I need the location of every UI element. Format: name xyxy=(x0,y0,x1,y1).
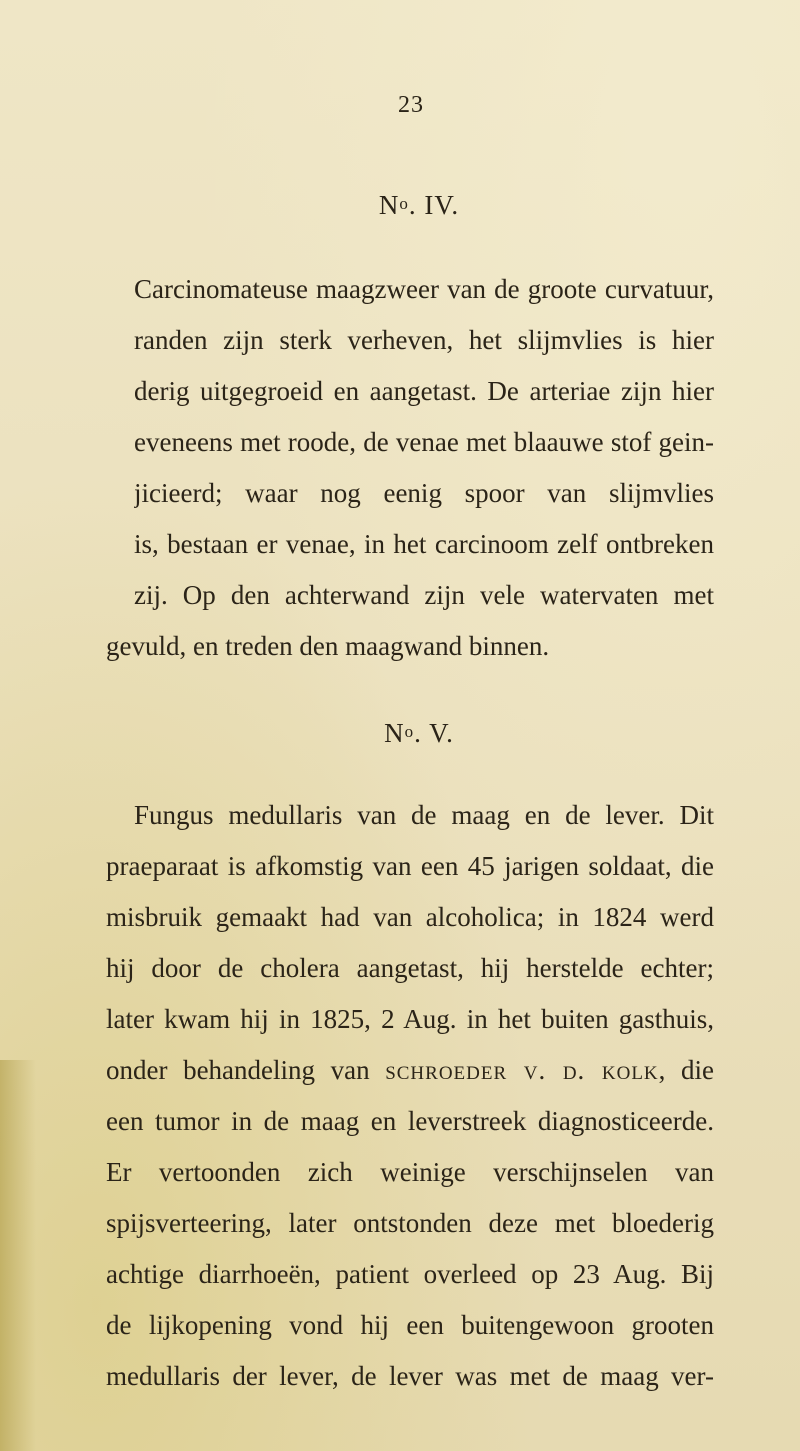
paragraph-line: randen zijn sterk verheven, het slijmvlies is hier xyxy=(134,325,714,355)
page-edge-stain xyxy=(0,1060,36,1451)
paragraph-line: is, bestaan er venae, in het carcinoom zelf ontbreken xyxy=(134,529,714,559)
author-name-schroeder: schroeder xyxy=(385,1055,508,1085)
paragraph-line: eveneens met roode, de venae met blaauwe stof gein- xyxy=(134,427,714,457)
heading-sup: o xyxy=(399,194,409,213)
page-number: 23 xyxy=(398,92,424,118)
paragraph-line-names xyxy=(106,1052,714,1088)
heading-numeral: . V. xyxy=(414,718,454,748)
paragraph-line: misbruik gemaakt had van alcoholica; in 1824 werd xyxy=(106,902,714,932)
author-name-kolk: d. kolk xyxy=(562,1055,659,1085)
paragraph-line: praeparaat is afkomstig van een 45 jarigen soldaat, die xyxy=(106,851,714,881)
paragraph-line: jicieerd; waar nog eenig spoor van slijmvlies xyxy=(134,478,714,508)
paragraph-line: derig uitgegroeid en aangetast. De arteriae zijn hier xyxy=(134,376,714,406)
author-name-particle: v. xyxy=(507,1055,563,1085)
heading-prefix: N xyxy=(384,718,405,748)
paragraph-line: gevuld, en treden den maagwand binnen. xyxy=(106,631,550,661)
paragraph-line: een tumor in de maag en leverstreek diagnosticeerde. xyxy=(106,1106,714,1136)
paragraph-line: hij door de cholera aangetast, hij herstelde echter; xyxy=(106,953,714,983)
paragraph-line: Fungus medullaris van de maag en de lever. Dit xyxy=(134,800,714,830)
heading-sup: o xyxy=(404,722,415,741)
section-heading-v xyxy=(19,718,800,749)
paragraph-line: later kwam hij in 1825, 2 Aug. in het buiten gasthuis, xyxy=(106,1004,714,1034)
section-heading-iv xyxy=(19,190,800,221)
paragraph-line: zij. Op den achterwand zijn vele watervaten met xyxy=(134,580,714,610)
paragraph-line: Carcinomateuse maagzweer van de groote curvatuur, xyxy=(134,274,714,304)
paragraph-line: spijsverteering, later ontstonden deze met bloederig xyxy=(106,1208,714,1238)
paragraph-line: Er vertoonden zich weinige verschijnselen van xyxy=(106,1157,714,1187)
paragraph-line: medullaris der lever, de lever was met de maag ver- xyxy=(106,1361,714,1391)
line-text: , die xyxy=(658,1055,714,1085)
heading-prefix: N xyxy=(378,190,400,220)
paragraph-line: achtige diarrhoeën, patient overleed op 23 Aug. Bij xyxy=(106,1259,714,1289)
paragraph-line: de lijkopening vond hij een buitengewoon grooten xyxy=(106,1310,714,1340)
heading-numeral: . IV. xyxy=(408,190,460,220)
line-text: onder behandeling van xyxy=(106,1055,386,1085)
